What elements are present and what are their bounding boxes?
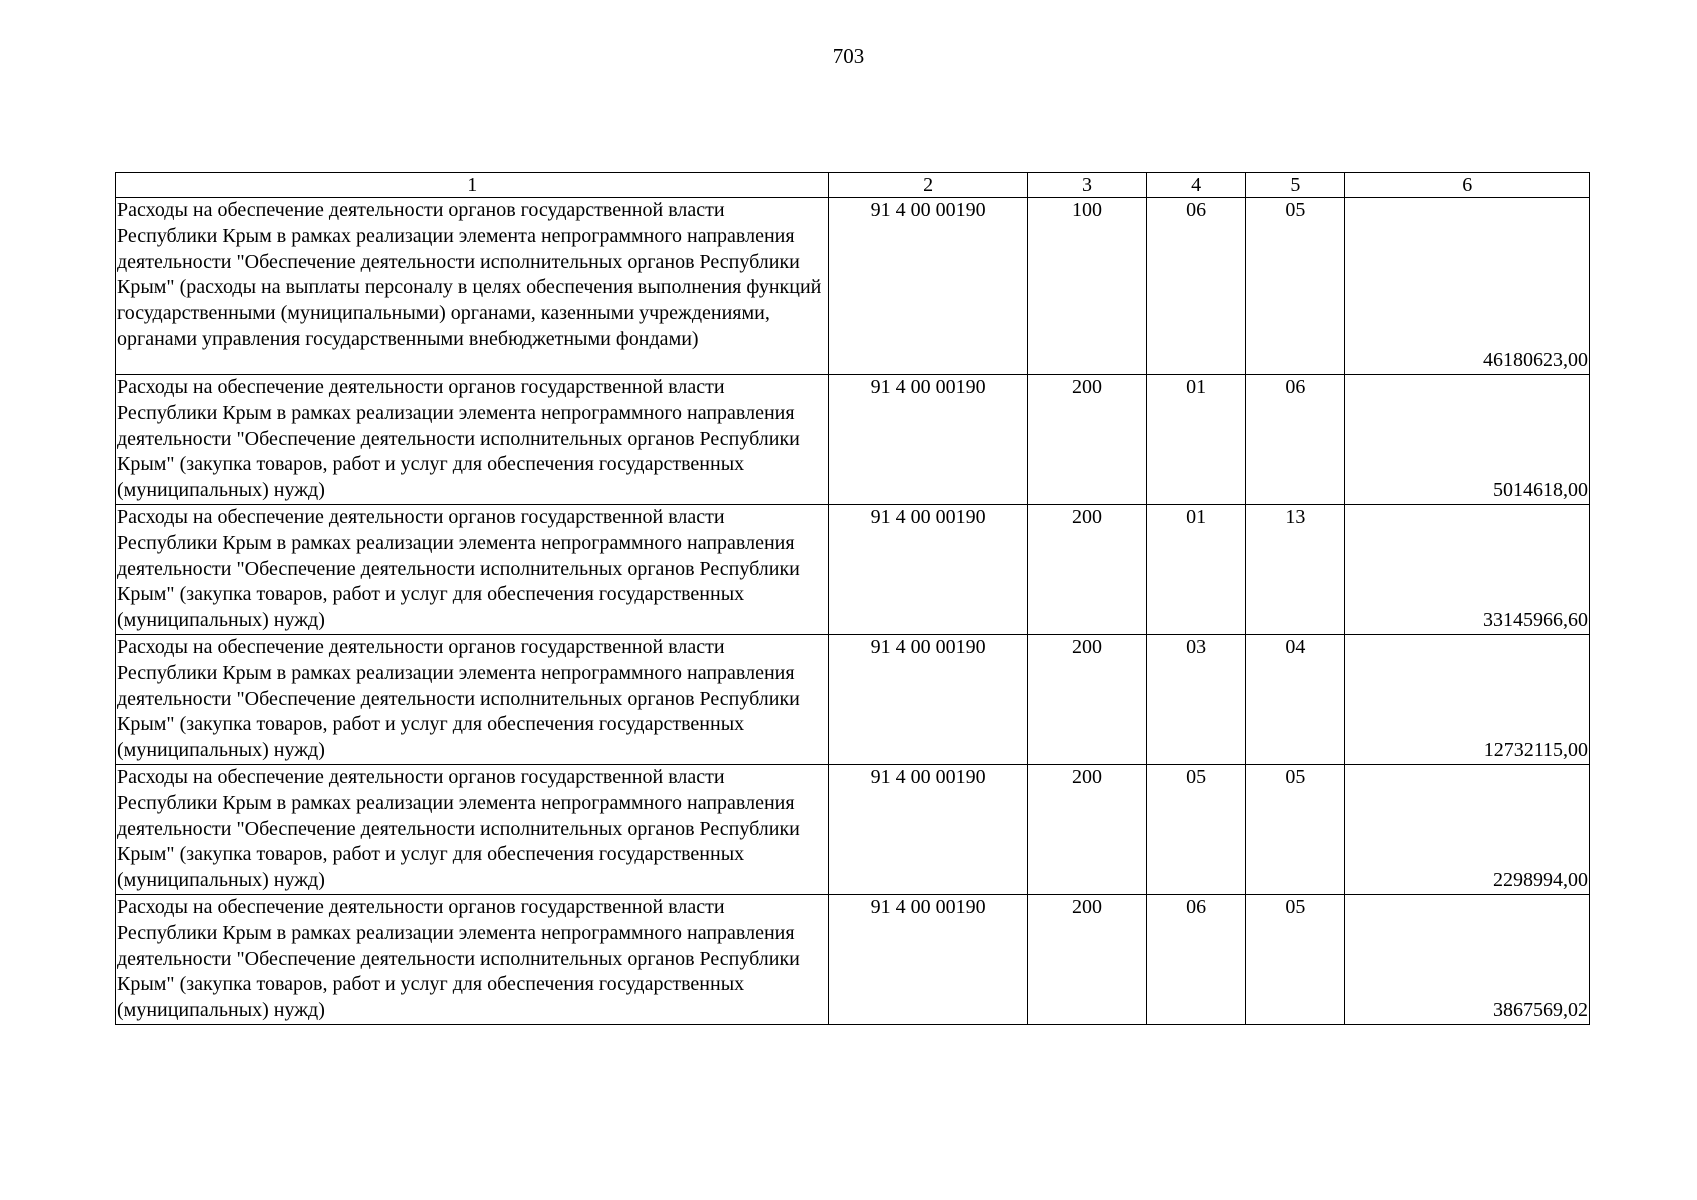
row-subsection: 13 — [1246, 504, 1345, 634]
row-section: 03 — [1147, 634, 1246, 764]
row-description: Расходы на обеспечение деятельности органов государственной власти Республики Крым в рамках реализации элемента непрограммного направления деятельности "Обеспечение деятельности исполнительных органов Республики Крым" (закупка товаров, работ и услуг для обеспечения государственных (муниципальных) нужд) — [116, 375, 829, 505]
row-amount: 5014618,00 — [1345, 375, 1590, 505]
row-target-code: 91 4 00 00190 — [829, 894, 1027, 1024]
table-row — [116, 375, 1590, 505]
row-description: Расходы на обеспечение деятельности органов государственной власти Республики Крым в рамках реализации элемента непрограммного направления деятельности "Обеспечение деятельности исполнительных органов Республики Крым" (закупка товаров, работ и услуг для обеспечения государственных (муниципальных) нужд) — [116, 764, 829, 894]
row-description: Расходы на обеспечение деятельности органов государственной власти Республики Крым в рамках реализации элемента непрограммного направления деятельности "Обеспечение деятельности исполнительных органов Республики Крым" (закупка товаров, работ и услуг для обеспечения государственных (муниципальных) нужд) — [116, 504, 829, 634]
row-amount: 46180623,00 — [1345, 198, 1590, 375]
row-expense-type: 200 — [1027, 375, 1146, 505]
budget-table — [115, 172, 1590, 1025]
row-expense-type: 200 — [1027, 764, 1146, 894]
column-header-2: 2 — [829, 173, 1027, 198]
row-subsection: 04 — [1246, 634, 1345, 764]
row-expense-type: 200 — [1027, 504, 1146, 634]
column-header-5: 5 — [1246, 173, 1345, 198]
row-section: 01 — [1147, 375, 1246, 505]
row-description: Расходы на обеспечение деятельности органов государственной власти Республики Крым в рамках реализации элемента непрограммного направления деятельности "Обеспечение деятельности исполнительных органов Республики Крым" (закупка товаров, работ и услуг для обеспечения государственных (муниципальных) нужд) — [116, 894, 829, 1024]
row-target-code: 91 4 00 00190 — [829, 198, 1027, 375]
row-expense-type: 200 — [1027, 894, 1146, 1024]
row-subsection: 05 — [1246, 894, 1345, 1024]
row-section: 06 — [1147, 894, 1246, 1024]
row-expense-type: 200 — [1027, 634, 1146, 764]
row-description: Расходы на обеспечение деятельности органов государственной власти Республики Крым в рамках реализации элемента непрограммного направления деятельности "Обеспечение деятельности исполнительных органов Республики Крым" (закупка товаров, работ и услуг для обеспечения государственных (муниципальных) нужд) — [116, 634, 829, 764]
row-target-code: 91 4 00 00190 — [829, 375, 1027, 505]
row-amount: 3867569,02 — [1345, 894, 1590, 1024]
row-section: 01 — [1147, 504, 1246, 634]
row-target-code: 91 4 00 00190 — [829, 504, 1027, 634]
row-subsection: 05 — [1246, 198, 1345, 375]
row-target-code: 91 4 00 00190 — [829, 634, 1027, 764]
row-expense-type: 100 — [1027, 198, 1146, 375]
row-amount: 12732115,00 — [1345, 634, 1590, 764]
row-subsection: 05 — [1246, 764, 1345, 894]
row-section: 06 — [1147, 198, 1246, 375]
row-description: Расходы на обеспечение деятельности органов государственной власти Республики Крым в рамках реализации элемента непрограммного направления деятельности "Обеспечение деятельности исполнительных органов Республики Крым" (расходы на выплаты персоналу в целях обеспечения выполнения функций государственными (муниципальными) органами, казенными учреждениями, органами управления государственными внебюджетными фондами) — [116, 198, 829, 375]
row-subsection: 06 — [1246, 375, 1345, 505]
column-header-1: 1 — [116, 173, 829, 198]
table-header-row — [116, 173, 1590, 198]
table-row — [116, 504, 1590, 634]
table-row — [116, 894, 1590, 1024]
page-number: 703 — [832, 44, 865, 68]
row-section: 05 — [1147, 764, 1246, 894]
column-header-6: 6 — [1345, 173, 1590, 198]
row-target-code: 91 4 00 00190 — [829, 764, 1027, 894]
table-row — [116, 198, 1590, 375]
column-header-4: 4 — [1147, 173, 1246, 198]
table-row — [116, 764, 1590, 894]
table-row — [116, 634, 1590, 764]
column-header-3: 3 — [1027, 173, 1146, 198]
row-amount: 2298994,00 — [1345, 764, 1590, 894]
row-amount: 33145966,60 — [1345, 504, 1590, 634]
